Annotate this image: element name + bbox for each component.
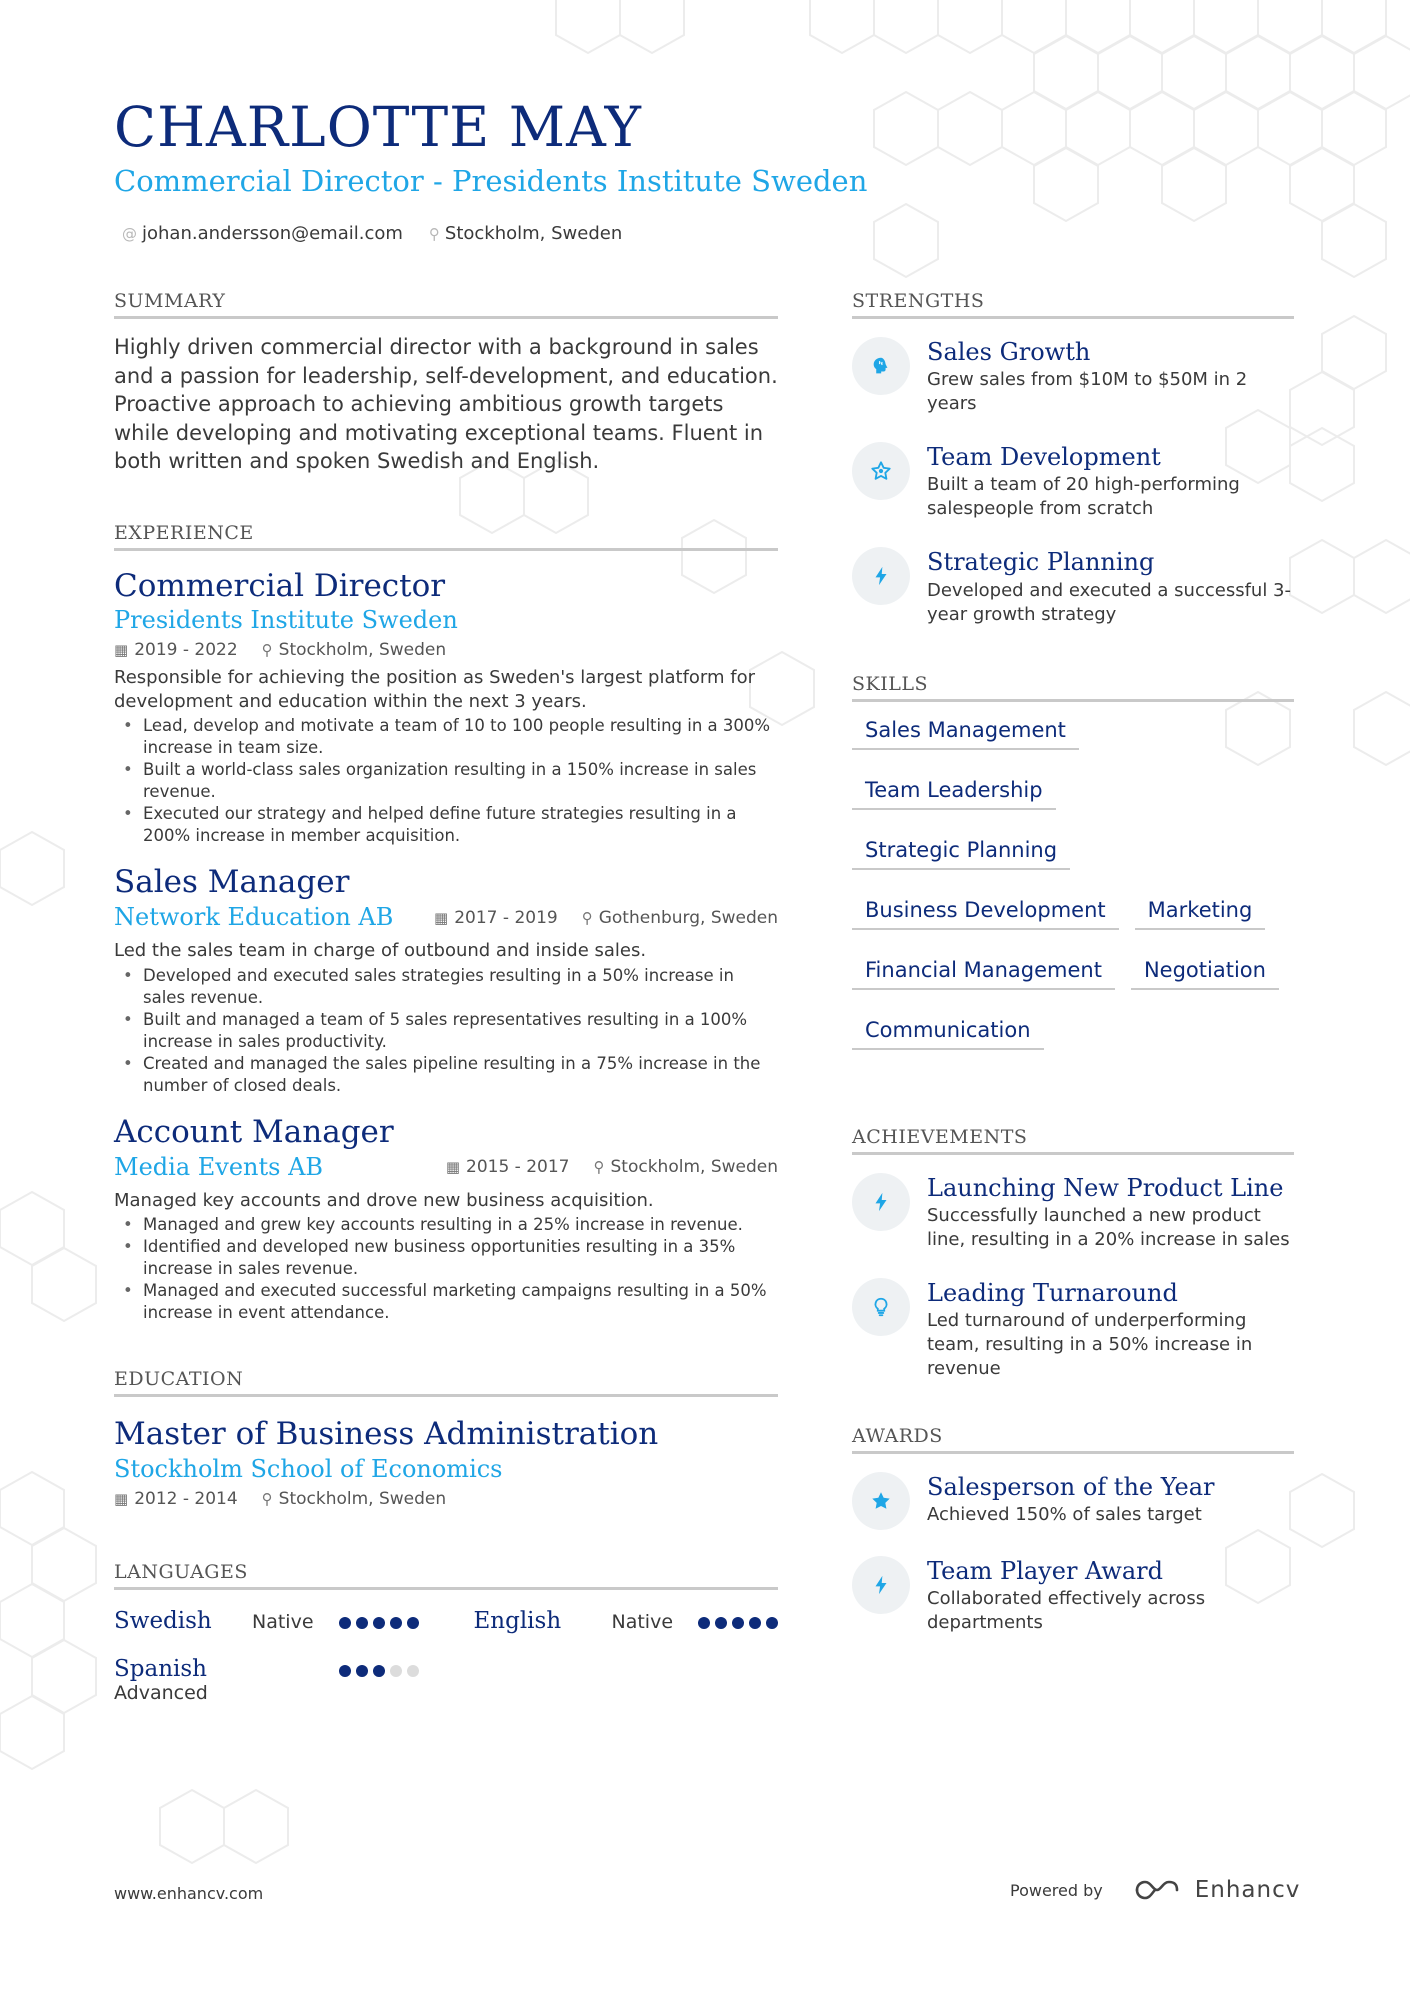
achievement-item [852,1173,1294,1252]
footer-website[interactable]: www.enhancv.com [114,1884,264,1903]
rating-dot-empty [407,1665,419,1677]
strength-title: Sales Growth [927,338,1091,366]
job-bullet: • Managed and grew key accounts resulting in a 25% increase in revenue. [143,1214,778,1236]
calendar-icon: ▦ [445,1158,461,1177]
skill-tag: Marketing [1135,888,1266,930]
job-bullet: • Lead, develop and motivate a team of 10 to 100 people resulting in a 300% increase in team size. [143,715,778,759]
language-level: Native [252,1611,314,1634]
calendar-icon: ▦ [434,908,449,927]
section-title-achievements: ACHIEVEMENTS [852,1126,1294,1155]
rating-dot-filled [407,1617,419,1629]
contact-email[interactable]: @ johan.andersson@email.com [122,223,403,244]
award-description: Collaborated effectively across departments [927,1588,1206,1634]
section-title-summary: SUMMARY [114,290,778,319]
strength-item [852,442,1294,521]
rating-dot-filled [339,1617,351,1629]
location-pin-icon: ⚲ [593,1158,605,1177]
job-bullet: • Identified and developed new business opportunities resulting in a 35% increase in sales revenue. [143,1236,778,1280]
experience-entry [114,567,778,848]
rating-dot-filled [339,1665,351,1677]
powered-by-label: Powered by [1010,1880,1103,1900]
job-description: Responsible for achieving the position as Sweden's largest platform for development and education within the next 3 years. [114,667,756,712]
strength-description: Developed and executed a successful 3-year growth strategy [927,579,1291,625]
language-level: Native [611,1611,674,1634]
job-location: Stockholm, Sweden [278,640,447,661]
job-company: Presidents Institute Sweden [114,606,458,635]
award-title: Salesperson of the Year [927,1472,1215,1501]
rating-dot-filled [732,1617,744,1629]
contact-location: ⚲ Stockholm, Sweden [428,223,623,244]
location-pin-icon: ⚲ [261,1490,273,1509]
language-rating [339,1665,419,1677]
job-company: Network Education AB [114,903,394,932]
award-description: Achieved 150% of sales target [927,1504,1202,1526]
education-dates: 2012 - 2014 [134,1489,238,1510]
rating-dot-filled [373,1617,385,1629]
strength-description: Grew sales from $10M to $50M in 2 years [927,369,1248,415]
strength-title: Team Development [927,443,1161,472]
rating-dot-filled [356,1665,368,1677]
at-icon: @ [122,225,137,243]
location-pin-icon: ⚲ [261,641,273,660]
job-description: Led the sales team in charge of outbound and inside sales. [114,940,647,962]
skill-tag: Strategic Planning [852,828,1070,870]
education-meta [114,1489,778,1509]
strength-description: Built a team of 20 high-performing salespeople from scratch [927,474,1240,520]
contact-row [122,223,622,244]
job-bullet: • Built a world-class sales organization resulting in a 150% increase in sales revenue. [143,759,778,803]
achievement-title: Launching New Product Line [927,1173,1284,1202]
star-outline-icon [852,442,910,500]
job-bullets [114,965,778,1097]
skill-tag: Negotiation [1131,948,1279,990]
achievement-description: Led turnaround of underperforming team, resulting in a 50% increase in revenue [927,1309,1253,1379]
lightning-icon [852,547,910,605]
enhancv-logo-icon [1133,1877,1181,1903]
lightning-icon [852,1173,910,1231]
strength-item [852,547,1294,626]
star-icon [852,1472,910,1530]
footer-branding [1010,1877,1300,1903]
job-dates: 2019 - 2022 [134,640,238,661]
language-rating [339,1617,419,1629]
skill-tag: Business Development [852,888,1119,930]
job-bullet: • Built and managed a team of 5 sales representatives resulting in a 100% increase in sales productivity. [143,1009,778,1053]
language-item [114,1656,419,1704]
calendar-icon: ▦ [114,1490,129,1509]
job-title: Account Manager [114,1113,394,1150]
job-bullet: • Developed and executed sales strategies resulting in a 50% increase in sales revenue. [143,965,778,1009]
award-item [852,1472,1294,1530]
section-title-education: EDUCATION [114,1368,778,1397]
skill-tag: Sales Management [852,708,1079,750]
languages-list [114,1608,778,1704]
skill-tag: Team Leadership [852,768,1056,810]
rating-dot-filled [766,1617,778,1629]
job-title: Sales Manager [114,864,350,901]
lightbulb-icon [852,1278,910,1336]
language-item [114,1608,419,1634]
language-name: Swedish [114,1608,212,1635]
achievement-item [852,1278,1294,1381]
section-title-experience: EXPERIENCE [114,522,778,551]
job-title: Commercial Director [114,567,446,604]
job-bullet: • Managed and executed successful marketing campaigns resulting in a 50% increase in event attendance. [143,1280,778,1324]
achievement-description: Successfully launched a new product line, resulting in a 20% increase in sales [927,1204,1290,1250]
job-dates: 2015 - 2017 [466,1157,570,1178]
job-bullets [114,1214,778,1324]
rating-dot-filled [373,1665,385,1677]
job-meta [114,640,778,660]
award-item [852,1556,1294,1635]
rating-dot-filled [356,1617,368,1629]
candidate-headline: Commercial Director - Presidents Institute Sweden [114,164,868,198]
language-name: English [473,1608,562,1635]
left-column [114,290,778,1704]
rating-dot-filled [698,1617,710,1629]
award-title: Team Player Award [927,1556,1163,1585]
strength-title: Strategic Planning [927,548,1155,577]
location-pin-icon: ⚲ [428,225,440,243]
experience-entry [114,863,778,1096]
language-level: Advanced [114,1682,208,1705]
brain-icon [852,337,910,395]
job-meta [434,908,778,928]
calendar-icon: ▦ [114,641,129,660]
enhancv-brand[interactable]: Enhancv [1194,1877,1301,1903]
lightning-icon [852,1556,910,1614]
job-location: Stockholm, Sweden [610,1157,778,1178]
education-entry [114,1415,778,1509]
skills-list [852,708,1294,1068]
job-bullet: • Created and managed the sales pipeline resulting in a 75% increase in the number of closed deals. [143,1053,778,1097]
job-description: Managed key accounts and drove new business acquisition. [114,1189,654,1211]
education-degree: Master of Business Administration [114,1416,659,1453]
skill-tag: Communication [852,1008,1044,1050]
section-title-awards: AWARDS [852,1425,1294,1454]
strength-item [852,337,1294,416]
rating-dot-empty [390,1665,402,1677]
education-location: Stockholm, Sweden [278,1489,447,1510]
section-title-skills: SKILLS [852,673,1294,702]
rating-dot-filled [715,1617,727,1629]
language-rating [698,1617,778,1629]
job-bullet: • Executed our strategy and helped define future strategies resulting in a 200% increase in member acquisition. [143,803,778,847]
rating-dot-filled [390,1617,402,1629]
job-company: Media Events AB [114,1152,324,1181]
skill-tag: Financial Management [852,948,1115,990]
experience-entry [114,1113,778,1324]
section-title-languages: LANGUAGES [114,1561,778,1590]
candidate-name: CHARLOTTE MAY [114,95,642,159]
language-item [474,1608,779,1634]
job-meta [446,1157,778,1177]
job-bullets [114,715,778,847]
job-location: Gothenburg, Sweden [598,907,778,928]
language-name: Spanish [114,1656,207,1683]
education-school: Stockholm School of Economics [114,1455,503,1484]
location-pin-icon: ⚲ [581,908,593,927]
summary-text: Highly driven commercial director with a background in sales and a passion for leadership, self-development, and education. Proactive approach to achieving ambitious growth targets while developing and motivating exceptional teams. Fluent in both written and spoken Swedish and English. [114,335,778,473]
rating-dot-filled [749,1617,761,1629]
section-title-strengths: STRENGTHS [852,290,1294,319]
job-dates: 2017 - 2019 [454,907,558,928]
achievement-title: Leading Turnaround [927,1278,1178,1307]
right-column [852,290,1294,1661]
